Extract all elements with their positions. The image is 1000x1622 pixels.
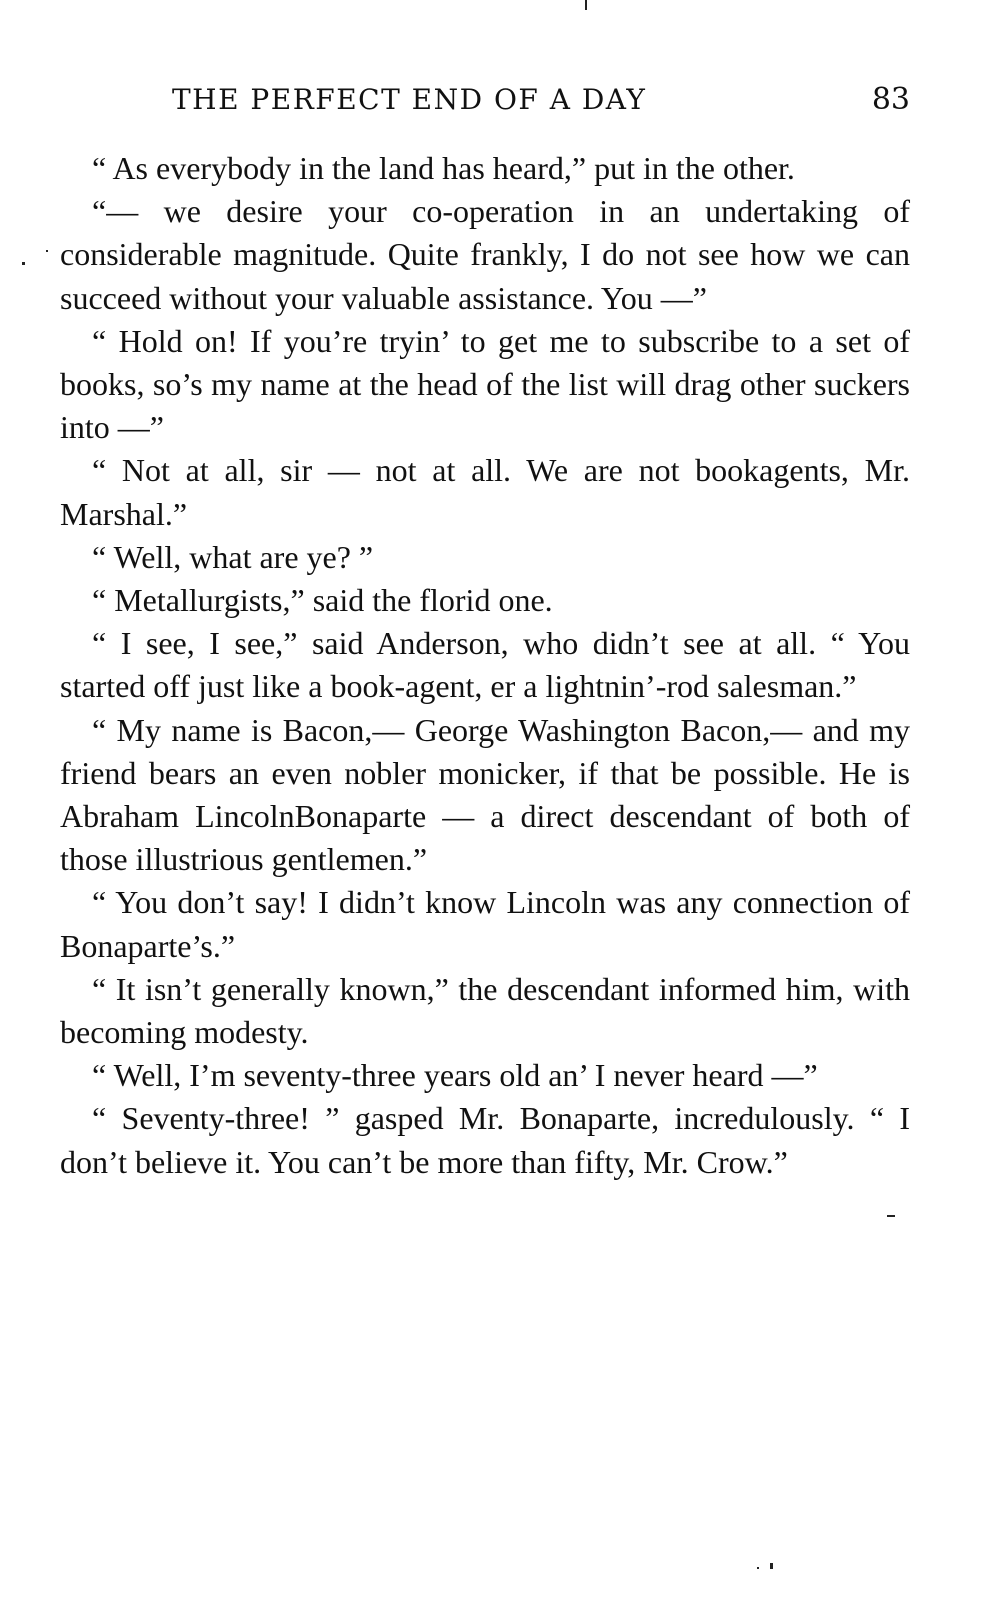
paragraph: “ I see, I see,” said Anderson, who didn’t see at all. “ You started off just like a book-agent, er a lightnin’-rod salesman.” [60,625,910,705]
running-title: THE PERFECT END OF A DAY [172,83,647,116]
paragraph: “— we desire your co-operation in an undertaking of considerable magnitude. Quite frankly, I do not see how we can succeed without your valuable assistance. You —” [60,193,910,316]
paragraph: “ My name is Bacon,— George Washington Bacon,— and my friend bears an even nobler monicker, if that be possible. He is Abraham LincolnBonaparte — a direct descendant of both of those illustrious gentlemen.” [60,711,910,878]
print-speck [770,1563,773,1569]
running-head [60,78,910,122]
print-speck [46,250,48,252]
paragraph: “ Metallurgists,” said the florid one. [92,582,553,619]
body-text [60,147,910,1184]
print-speck [757,1567,759,1569]
print-speck [22,262,25,265]
paragraph: “ It isn’t generally known,” the descendant informed him, with becoming modesty. [60,970,910,1051]
page-number: 83 [871,82,910,117]
paragraph: “ Seventy-three! ” gasped Mr. Bonaparte, incredulously. “ I don’t believe it. You can’t be more than fifty, Mr. Crow.” [60,1100,910,1180]
paragraph: “ You don’t say! I didn’t know Lincoln was any connection of Bonaparte’s.” [60,884,910,964]
paragraph: “ Not at all, sir — not at all. We are not bookagents, Mr. Marshal.” [60,452,910,532]
paragraph: “ As everybody in the land has heard,” put in the other. [92,150,795,186]
print-speck [887,1215,895,1217]
paragraph: “ Well, I’m seventy-three years old an’ I never heard —” [92,1057,818,1094]
paragraph: “ Well, what are ye? ” [92,538,374,575]
print-speck [585,0,587,10]
paragraph: “ Hold on! If you’re tryin’ to get me to subscribe to a set of books, so’s my name at the head of the list will drag other suckers into —” [60,322,910,446]
